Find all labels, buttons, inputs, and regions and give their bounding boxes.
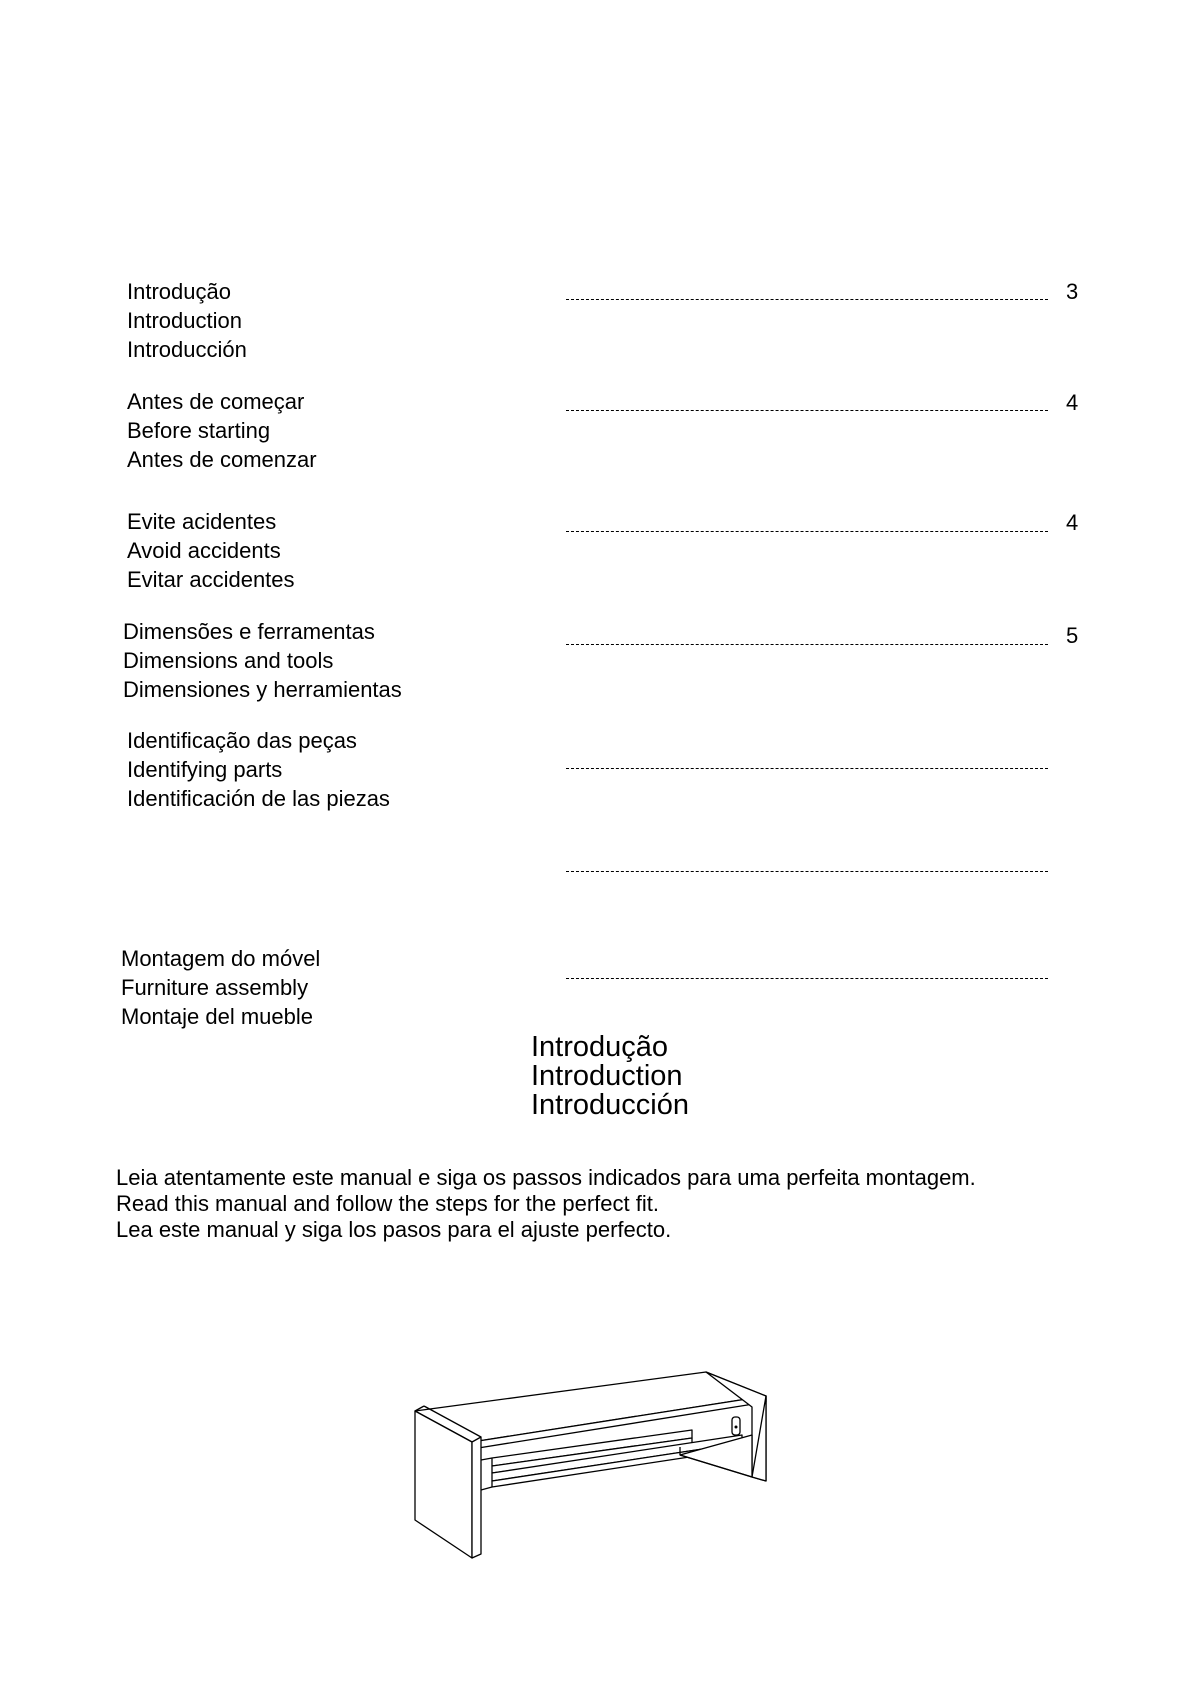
toc-page-number: 4 — [1066, 390, 1079, 415]
intro-text-pt: Leia atentamente este manual e siga os passos indicados para uma perfeita montagem. — [116, 1165, 976, 1190]
intro-text-es: Lea este manual y siga los pasos para el ajuste perfecto. — [116, 1217, 672, 1242]
toc-line-es: Dimensiones y herramientas — [123, 677, 402, 702]
section-title-es: Introducción — [531, 1089, 689, 1121]
toc-leader — [566, 410, 1048, 411]
toc-line-en: Before starting — [127, 418, 271, 443]
toc-line-es: Antes de comenzar — [127, 447, 317, 472]
toc-leader — [566, 531, 1048, 532]
toc-line-es: Identificación de las piezas — [127, 786, 390, 811]
toc-leader — [566, 768, 1048, 769]
toc-line-pt: Identificação das peças — [127, 728, 357, 753]
intro-paragraph — [116, 1165, 976, 1243]
toc-line-pt: Evite acidentes — [127, 509, 277, 534]
toc-line-pt: Antes de começar — [127, 389, 305, 414]
toc-leader — [566, 871, 1048, 872]
toc-page-number: 5 — [1066, 623, 1079, 648]
toc-leader — [566, 644, 1048, 645]
section-title-en: Introduction — [531, 1060, 683, 1092]
toc-leader — [566, 978, 1048, 979]
toc-line-es: Montaje del mueble — [121, 1004, 314, 1029]
coffee-table-illustration — [410, 1365, 780, 1570]
toc-line-pt: Montagem do móvel — [121, 946, 321, 971]
toc-line-en: Dimensions and tools — [123, 648, 334, 673]
toc-line-en: Introduction — [127, 308, 242, 333]
section-title-pt: Introdução — [531, 1031, 669, 1063]
toc-page-number: 4 — [1066, 510, 1079, 535]
toc-leader — [566, 299, 1048, 300]
toc-line-es: Introducción — [127, 337, 247, 362]
toc-line-es: Evitar accidentes — [127, 567, 295, 592]
toc-line-en: Avoid accidents — [127, 538, 281, 563]
intro-text-en: Read this manual and follow the steps for the perfect fit. — [116, 1191, 659, 1216]
toc-line-pt: Dimensões e ferramentas — [123, 619, 375, 644]
toc-line-en: Furniture assembly — [121, 975, 309, 1000]
section-title — [531, 1033, 689, 1120]
toc-line-en: Identifying parts — [127, 757, 283, 782]
toc-page-number: 3 — [1066, 279, 1079, 304]
toc-line-pt: Introdução — [127, 279, 231, 304]
